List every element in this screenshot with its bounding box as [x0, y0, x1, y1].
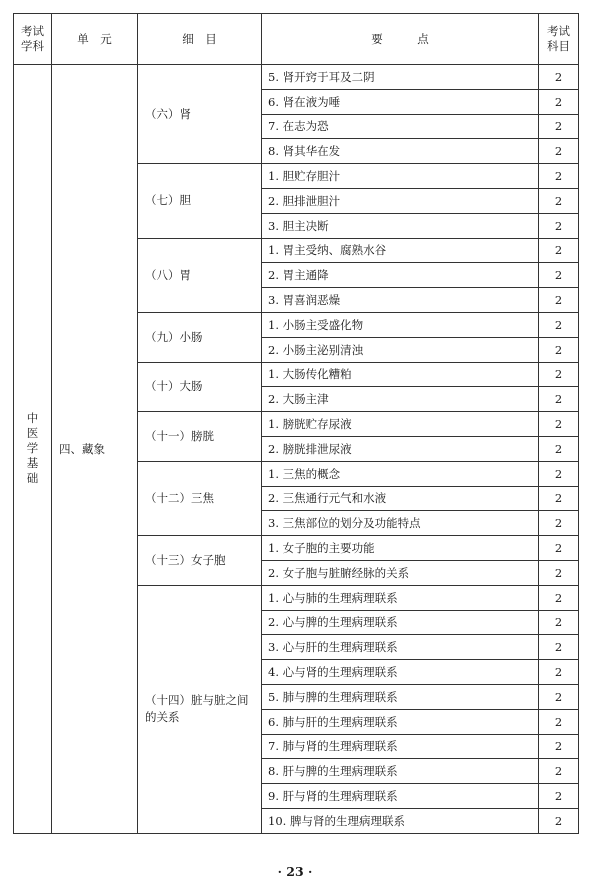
detail-cell: （十二）三焦: [138, 461, 262, 535]
subject-cell: [14, 65, 52, 834]
point-cell: 2. 三焦通行元气和水液: [262, 486, 539, 511]
table-row: [14, 65, 579, 90]
level-cell: 2: [539, 759, 579, 784]
point-cell: 2. 小肠主泌别清浊: [262, 337, 539, 362]
point-cell: 7. 在志为恐: [262, 114, 539, 139]
point-cell: 5. 肺与脾的生理病理联系: [262, 684, 539, 709]
level-cell: 2: [539, 337, 579, 362]
level-cell: 2: [539, 536, 579, 561]
level-cell: 2: [539, 387, 579, 412]
level-cell: 2: [539, 684, 579, 709]
page-number: · 23 ·: [277, 864, 313, 879]
level-cell: 2: [539, 486, 579, 511]
syllabus-table: [13, 13, 579, 834]
point-cell: 6. 肺与肝的生理病理联系: [262, 709, 539, 734]
subject-label: 中医学基础: [26, 411, 39, 486]
detail-cell: （十）大肠: [138, 362, 262, 412]
level-cell: 2: [539, 213, 579, 238]
level-cell: 2: [539, 610, 579, 635]
header-detail: 细 目: [138, 14, 262, 65]
point-cell: 1. 三焦的概念: [262, 461, 539, 486]
point-cell: 2. 心与脾的生理病理联系: [262, 610, 539, 635]
level-cell: 2: [539, 188, 579, 213]
point-cell: 1. 胆贮存胆汁: [262, 164, 539, 189]
level-cell: 2: [539, 89, 579, 114]
level-cell: 2: [539, 312, 579, 337]
detail-cell: （七）胆: [138, 164, 262, 238]
level-cell: 2: [539, 560, 579, 585]
point-cell: 6. 肾在液为唾: [262, 89, 539, 114]
point-cell: 4. 心与肾的生理病理联系: [262, 660, 539, 685]
point-cell: 2. 女子胞与脏腑经脉的关系: [262, 560, 539, 585]
unit-cell: 四、藏象: [52, 65, 138, 834]
point-cell: 2. 大肠主津: [262, 387, 539, 412]
level-cell: 2: [539, 436, 579, 461]
level-cell: 2: [539, 585, 579, 610]
point-cell: 3. 胃喜润恶燥: [262, 288, 539, 313]
level-cell: 2: [539, 808, 579, 833]
point-cell: 3. 胆主决断: [262, 213, 539, 238]
point-cell: 3. 心与肝的生理病理联系: [262, 635, 539, 660]
point-cell: 5. 肾开窍于耳及二阴: [262, 65, 539, 90]
level-cell: 2: [539, 660, 579, 685]
level-cell: 2: [539, 734, 579, 759]
point-cell: 7. 肺与肾的生理病理联系: [262, 734, 539, 759]
level-cell: 2: [539, 461, 579, 486]
point-cell: 3. 三焦部位的划分及功能特点: [262, 511, 539, 536]
level-cell: 2: [539, 412, 579, 437]
table-body: [14, 65, 579, 834]
point-cell: 8. 肝与脾的生理病理联系: [262, 759, 539, 784]
level-cell: 2: [539, 164, 579, 189]
level-cell: 2: [539, 238, 579, 263]
point-cell: 1. 大肠传化糟粕: [262, 362, 539, 387]
header-level: 考试科目: [539, 14, 579, 65]
level-cell: 2: [539, 139, 579, 164]
point-cell: 10. 脾与肾的生理病理联系: [262, 808, 539, 833]
point-cell: 1. 女子胞的主要功能: [262, 536, 539, 561]
level-cell: 2: [539, 288, 579, 313]
point-cell: 2. 膀胱排泄尿液: [262, 436, 539, 461]
header-subject: 考试学科: [14, 14, 52, 65]
point-cell: 9. 肝与肾的生理病理联系: [262, 784, 539, 809]
level-cell: 2: [539, 263, 579, 288]
point-cell: 1. 小肠主受盛化物: [262, 312, 539, 337]
detail-cell: （十三）女子胞: [138, 536, 262, 586]
level-cell: 2: [539, 709, 579, 734]
table-header-row: [14, 14, 579, 65]
detail-cell: （十一）膀胱: [138, 412, 262, 462]
detail-cell: （九）小肠: [138, 312, 262, 362]
level-cell: 2: [539, 362, 579, 387]
level-cell: 2: [539, 65, 579, 90]
detail-cell: （八）胃: [138, 238, 262, 312]
level-cell: 2: [539, 784, 579, 809]
header-points: 要 点: [262, 14, 539, 65]
point-cell: 1. 胃主受纳、腐熟水谷: [262, 238, 539, 263]
level-cell: 2: [539, 114, 579, 139]
level-cell: 2: [539, 511, 579, 536]
point-cell: 2. 胃主通降: [262, 263, 539, 288]
detail-cell: （六）肾: [138, 65, 262, 164]
point-cell: 8. 肾其华在发: [262, 139, 539, 164]
level-cell: 2: [539, 635, 579, 660]
detail-cell: （十四）脏与脏之间的关系: [138, 585, 262, 833]
point-cell: 1. 膀胱贮存尿液: [262, 412, 539, 437]
point-cell: 2. 胆排泄胆汁: [262, 188, 539, 213]
point-cell: 1. 心与肺的生理病理联系: [262, 585, 539, 610]
header-unit: 单 元: [52, 14, 138, 65]
